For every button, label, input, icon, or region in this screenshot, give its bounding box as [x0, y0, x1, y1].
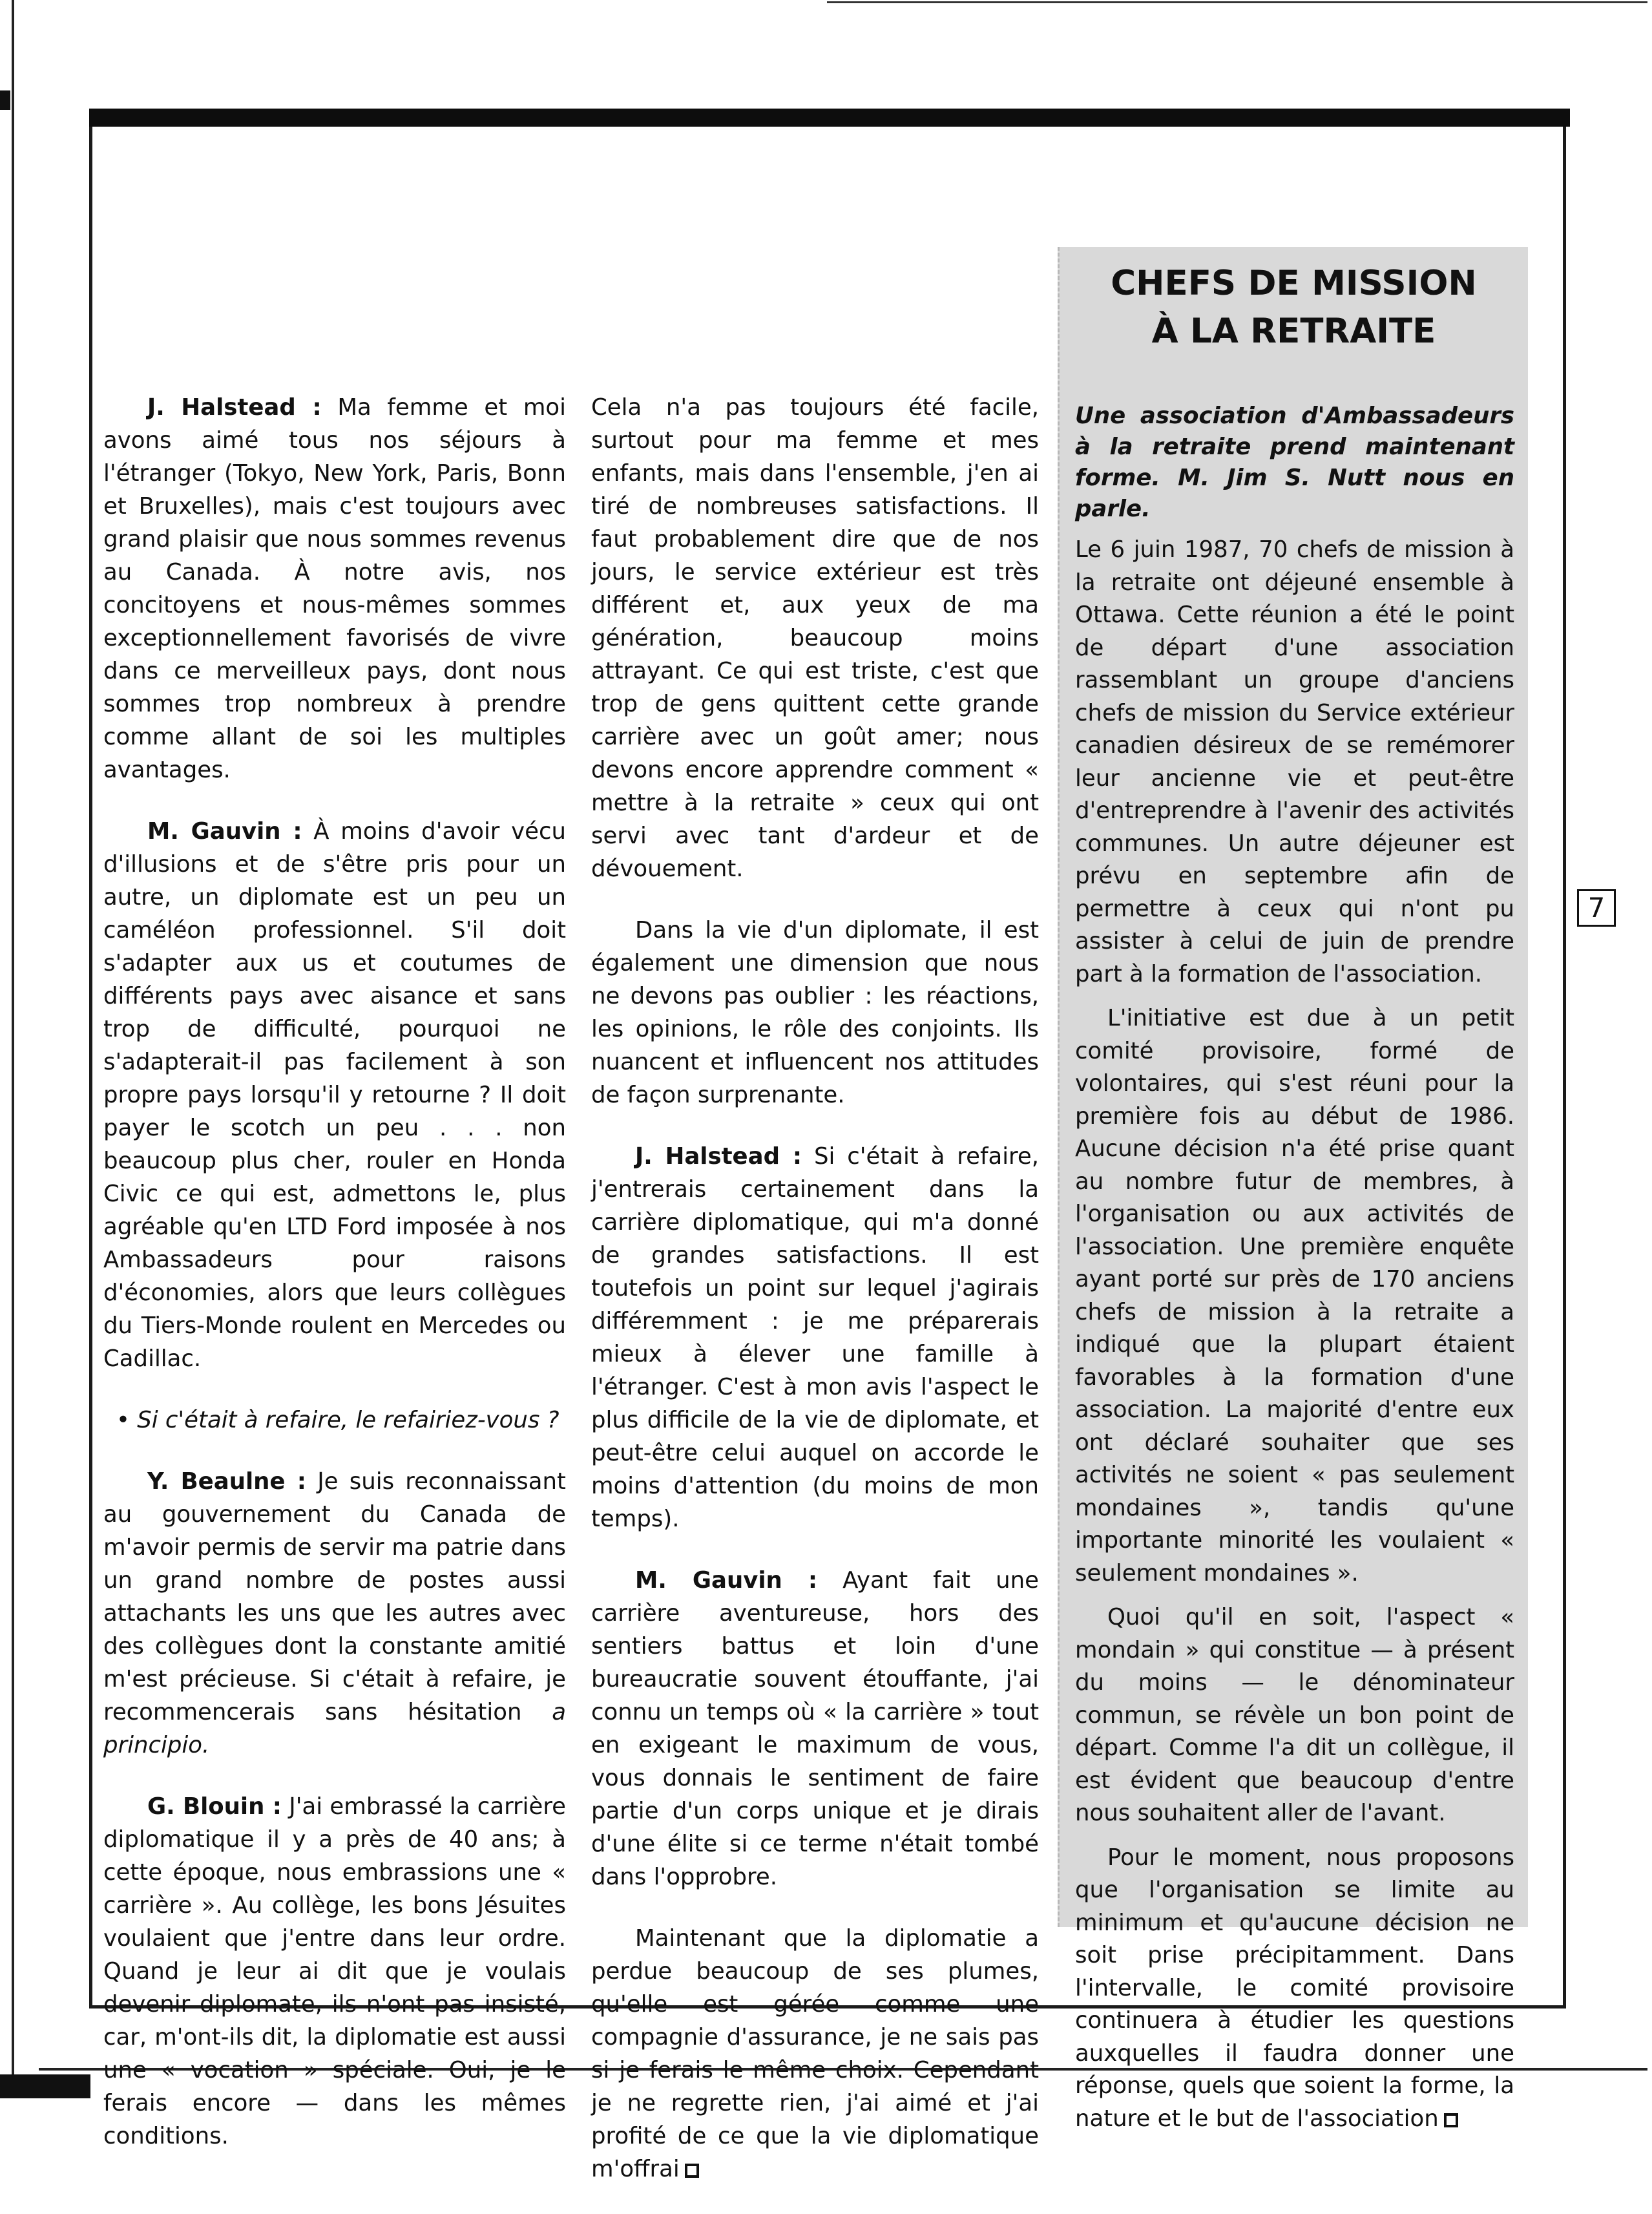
sidebar-lead: Une association d'Ambassadeurs à la retraite prend maintenant forme. M. Jim S. Nutt nous en parle. [1075, 403, 1514, 522]
paragraph: L'initiative est due à un petit comité provisoire, formé de volontaires, qui s'est réuni pour la première fois au début de 1986. Aucune décision n'a été prise quant au nombre futur de membres, à l'organisation ou aux activités de l'association. Une première enquête ayant porté sur près de 170 anciens chefs de mission à la retraite a indiqué que la plupart étaient favorables à la formation d'une association. La majorité d'entre eux ont déclaré souhaiter que ses activités ne soient « pas seulement mondaines », tandis qu'une importante minorité les voulaient « seulement mondaines ». [1075, 1005, 1514, 1587]
speaker-name: M. Gauvin : [635, 1567, 818, 1594]
speaker-name: J. Halstead : [147, 394, 322, 421]
sidebar-box [1058, 247, 1528, 2132]
paragraph-text: Maintenant que la diplomatie a perdue beaucoup de ses plumes, qu'elle est gérée comme une compagnie d'assurance, je ne sais pas si je ferais le même choix. Cependant je ne regrette rien, j'ai aimé et j'ai profité de ce que la vie diplomatique m'offrai [591, 1925, 1039, 2182]
paragraph-text: Si c'était à refaire, j'entrerais certainement dans la carrière diplomatique, qui m'a donné de grandes satisfactions. Il est toutefois un point sur lequel j'agirais différemment : je me préparerais mieux à élever une famille à l'étranger. C'est à mon avis l'aspect le plus difficile de la vie de diplomate, et peut-être celui auquel on accorde le moins d'attention (du moins de mon temps). [591, 1143, 1039, 1532]
paragraph [591, 1564, 1039, 1893]
interview-question: • Si c'était à refaire, le refairiez-vous ? [116, 1407, 559, 1433]
paragraph-text: À moins d'avoir vécu d'illusions et de s'être pris pour un autre, un diplomate est un peu un caméléon professionnel. S'il doit s'adapter aux us et coutumes de différents pays avec aisance et sans trop de difficulté, pourquoi ne s'adapterait-il pas facilement à son propre pays lorsqu'il y retourne ? Il doit payer le scotch un peu . . . non beaucoup plus cher, rouler en Honda Civic ce qui est, admettons le, plus agréable qu'en LTD Ford imposée à nos Ambassadeurs pour raisons d'économies, alors que leurs collègues du Tiers-Monde roulent en Mercedes ou Cadillac. [103, 818, 566, 1372]
speaker-name: Y. Beaulne : [147, 1468, 306, 1495]
left-margin-mark [0, 90, 10, 110]
scan-edge-top [827, 1, 1647, 3]
paragraph [591, 1922, 1039, 2186]
paragraph-text: Ma femme et moi avons aimé tous nos séjours à l'étranger (Tokyo, New York, Paris, Bonn et Bruxelles), mais c'est toujours avec grand plaisir que nous sommes revenus au Canada. À notre avis, nos concitoyens et nous-mêmes sommes exceptionnellement favorisés de vivre dans ce merveilleux pays, dont nous sommes trop nombreux à prendre comme allant de soi les multiples avantages. [103, 394, 566, 783]
speaker-name: J. Halstead : [635, 1143, 802, 1170]
paragraph [591, 1140, 1039, 1535]
paragraph: Cela n'a pas toujours été facile, surtout pour ma femme et mes enfants, mais dans l'ensemble, j'en ai tiré de nombreuses satisfactions. Il faut probablement dire que de nos jours, le service extérieur est très différent et, aux yeux de ma génération, beaucoup moins attrayant. Ce qui est triste, c'est que trop de gens quittent cette grande carrière avec un goût amer; nous devons encore apprendre comment « mettre à la retraite » ceux qui ont servi avec tant d'ardeur et de dévouement. [591, 394, 1039, 882]
paragraph [103, 1465, 566, 1762]
article-column-2 [591, 391, 1039, 2214]
paragraph [103, 391, 566, 786]
paragraph-text: Pour le moment, nous proposons que l'organisation se limite au minimum et qu'aucune décision ne soit prise précipitamment. Dans l'intervalle, le comité provisoire continuera à étudier les questions auxquelles il faudra donner une réponse, quels que soient la forme, la nature et le but de l'association [1075, 1844, 1514, 2132]
paragraph: Le 6 juin 1987, 70 chefs de mission à la retraite ont déjeuné ensemble à Ottawa. Cette réunion a été le point de départ d'une association rassemblant un groupe d'anciens chefs de mission du Service extérieur canadien désireux de se remémorer leur ancienne vie et peut-être d'entreprendre à l'avenir des activités communes. Un autre déjeuner est prévu en septembre afin de permettre à ceux qui n'ont pu assister à celui de juin de prendre part à la formation de l'association. [1075, 536, 1514, 987]
scan-corner [0, 2074, 90, 2098]
sidebar-body [1075, 401, 1514, 2147]
paragraph [1075, 1842, 1514, 2136]
left-margin-rule [12, 0, 14, 2074]
paragraph-text: Ayant fait une carrière aventureuse, hors des sentiers battus et loin d'une bureaucratie souvent étouffante, j'ai connu un temps où « la carrière » tout en exigeant le maximum de vous, vous donnais le sentiment de faire partie d'un corps unique et je dirais d'une élite si ce terme n'était tombé dans l'opprobre. [591, 1567, 1039, 1890]
article-column-1 [103, 391, 566, 2181]
sidebar-title [1075, 260, 1512, 355]
paragraph-text: Je suis reconnaissant au gouvernement du Canada de m'avoir permis de servir ma patrie dans un grand nombre de postes aussi attachants les uns que les autres avec des collègues dont la constante amitié m'est précieuse. Si c'était à refaire, je recommencerais sans hésitation [103, 1468, 566, 1725]
end-of-article-mark [1444, 2113, 1458, 2127]
sidebar-title-line: CHEFS DE MISSION [1111, 264, 1477, 303]
speaker-name: G. Blouin : [147, 1793, 282, 1820]
paragraph-text: J'ai embrassé la carrière diplomatique il y a près de 40 ans; à cette époque, nous embrassions une « carrière ». Au collège, les bons Jésuites voulaient que j'entre dans leur ordre. Quand je leur ai dit que je voulais devenir diplomate, ils n'ont pas insisté, car, m'ont-ils dit, la diplomatie est aussi une « vocation » spéciale. Oui, je le ferais encore — dans les mêmes conditions. [103, 1793, 566, 2149]
speaker-name: M. Gauvin : [147, 818, 302, 845]
paragraph [103, 815, 566, 1375]
sidebar-title-line: À LA RETRAITE [1151, 311, 1436, 351]
header-bar [89, 109, 1570, 127]
paragraph: Dans la vie d'un diplomate, il est également une dimension que nous ne devons pas oublier : les réactions, les opinions, le rôle des conjoints. Ils nuancent et influencent nos attitudes de façon surprenante. [591, 917, 1039, 1108]
italic-phrase: a principio. [103, 1699, 566, 1758]
paragraph: Quoi qu'il en soit, l'aspect « mondain » qui constitue — à présent du moins — le dénominateur commun, se révèle un bon point de départ. Comme l'a dit un collègue, il est évident que beaucoup d'entre nous souhaitent aller de l'avant. [1075, 1604, 1514, 1826]
end-of-article-mark [685, 2164, 699, 2178]
page-number: 7 [1577, 889, 1616, 927]
